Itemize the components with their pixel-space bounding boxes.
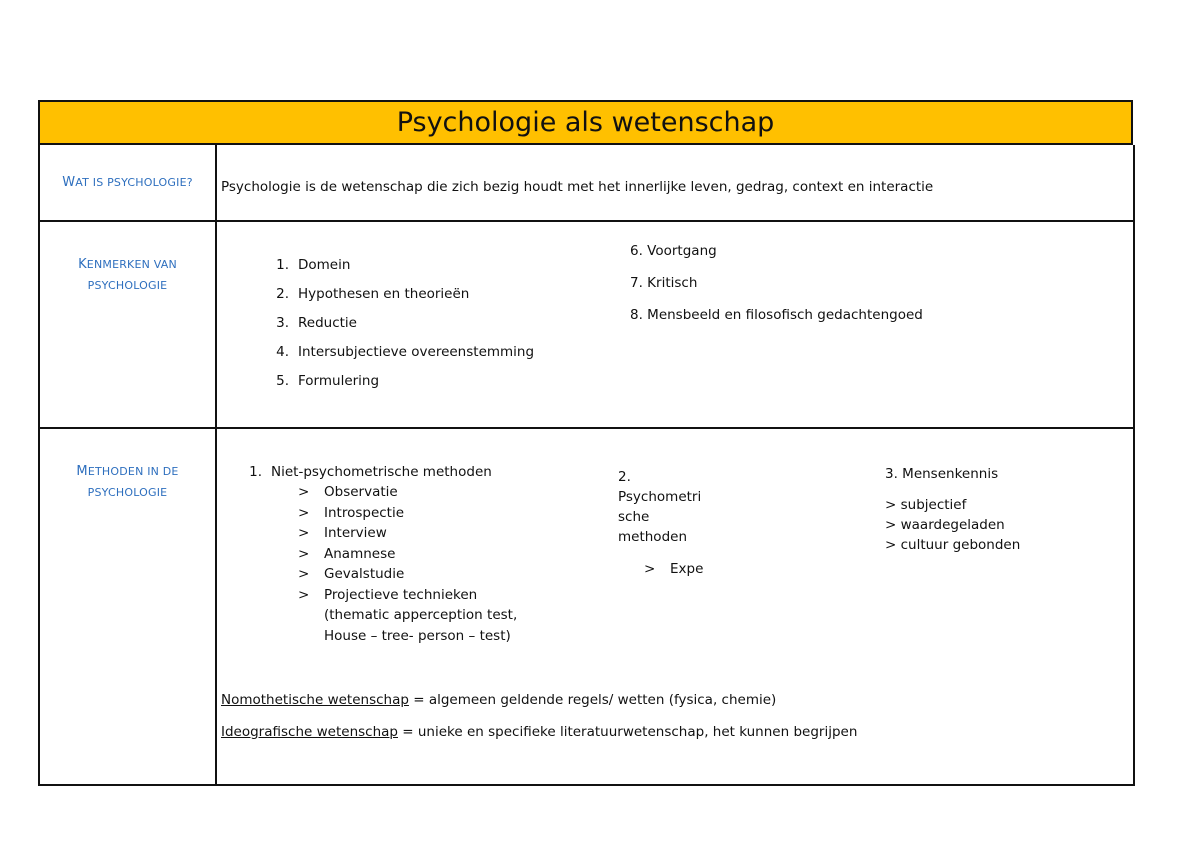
column-divider (215, 222, 217, 427)
method-heading-text: methoden (618, 529, 687, 545)
method-heading (236, 461, 517, 482)
arrow-bullet: > (298, 566, 310, 583)
label-initial: M (76, 464, 88, 479)
arrow-bullet: > (644, 561, 656, 577)
list-text: Expe (670, 561, 704, 577)
document-title: Psychologie als wetenschap (38, 100, 1133, 145)
list-item: > waardegeladen (885, 517, 1005, 533)
list-item (263, 308, 534, 337)
list-number: 4. (276, 343, 289, 360)
list-text: Introspectie (324, 504, 405, 521)
arrow-bullet: > (298, 504, 310, 521)
methoden-column-3 (885, 464, 1020, 555)
list-number: 1. (276, 256, 289, 273)
list-number: 2. (276, 285, 289, 302)
arrow-bullet: > (298, 545, 310, 562)
label-initial: W (62, 175, 76, 190)
ideografische-definition (221, 722, 857, 742)
list-item (644, 559, 718, 579)
list-item (263, 250, 534, 279)
method-heading-text: 3. Mensenkennis (885, 466, 999, 482)
list-item: > subjectief (885, 497, 967, 513)
method-heading-text: sche (618, 509, 650, 525)
arrow-bullet: > (298, 586, 310, 603)
row-methoden (38, 429, 1135, 786)
list-number: 1. (249, 463, 262, 480)
definition-term: Ideografische wetenschap (221, 724, 398, 740)
label-rest: ENMERKEN VAN (86, 258, 177, 271)
list-item: 8. Mensbeeld en filosofisch gedachtengoed (630, 307, 923, 323)
list-text: Hypothesen en theorieën (298, 285, 470, 302)
list-item: 7. Kritisch (630, 275, 698, 291)
list-item (298, 523, 517, 544)
label-rest: ETHODEN IN DE (87, 465, 179, 478)
list-text: House – tree- person – test) (324, 627, 511, 644)
label-line-2: PSYCHOLOGIE (87, 486, 168, 499)
list-text: Reductie (298, 314, 357, 331)
list-item (263, 366, 534, 395)
list-text: Observatie (324, 484, 398, 501)
kenmerken-list-right (630, 241, 923, 337)
list-item-continuation (298, 605, 517, 626)
list-text: Intersubjectieve overeenstemming (298, 343, 535, 360)
label-line-2: PSYCHOLOGIE (87, 279, 168, 292)
label-initial: K (78, 257, 87, 272)
list-item-continuation (298, 626, 517, 647)
list-text: Gevalstudie (324, 566, 405, 583)
definition-term: Nomothetische wetenschap (221, 692, 409, 708)
list-item (263, 337, 534, 366)
list-text: Anamnese (324, 545, 396, 562)
row-wat-is-psychologie (38, 145, 1135, 222)
row-kenmerken (38, 222, 1135, 429)
list-text: (thematic apperception test, (324, 607, 518, 624)
list-text: Projectieve technieken (324, 586, 478, 603)
list-item (298, 482, 517, 503)
method-sublist (298, 482, 517, 646)
column-divider (215, 429, 217, 784)
list-item (298, 544, 517, 565)
list-item (298, 564, 517, 585)
kenmerken-list-left (263, 250, 534, 395)
list-item (298, 503, 517, 524)
method-heading-text: Niet-psychometrische methoden (271, 463, 492, 480)
nomothetische-definition (221, 690, 776, 710)
document-table (38, 100, 1135, 786)
row-label-methoden (40, 461, 215, 503)
definition-text: = algemeen geldende regels/ wetten (fysica, chemie) (408, 692, 777, 708)
list-text: Formulering (298, 372, 380, 389)
column-divider (215, 145, 217, 220)
row-label-wat-is-psychologie (40, 172, 215, 193)
list-number: 3. (276, 314, 289, 331)
definition-text: = unieke en specifieke literatuurwetenschap, het kunnen begrijpen (397, 724, 858, 740)
method-number: 2. (618, 469, 631, 485)
list-item: 6. Voortgang (630, 243, 717, 259)
list-text: Domein (298, 256, 351, 273)
methoden-column-1 (236, 461, 517, 646)
methoden-column-2 (618, 467, 718, 579)
list-text: Interview (324, 525, 387, 542)
mensenkennis-list (885, 495, 1020, 555)
list-item: > cultuur gebonden (885, 537, 1021, 553)
list-item (263, 279, 534, 308)
list-item (298, 585, 517, 606)
definition-text: Psychologie is de wetenschap die zich bezig houdt met het innerlijke leven, gedrag, context en interactie (221, 179, 934, 195)
arrow-bullet: > (298, 525, 310, 542)
method-heading-text: Psychometri (618, 489, 702, 505)
arrow-bullet: > (298, 484, 310, 501)
label-rest: AT IS PSYCHOLOGIE? (75, 176, 193, 189)
list-number: 5. (276, 372, 289, 389)
row-label-kenmerken (40, 254, 215, 296)
